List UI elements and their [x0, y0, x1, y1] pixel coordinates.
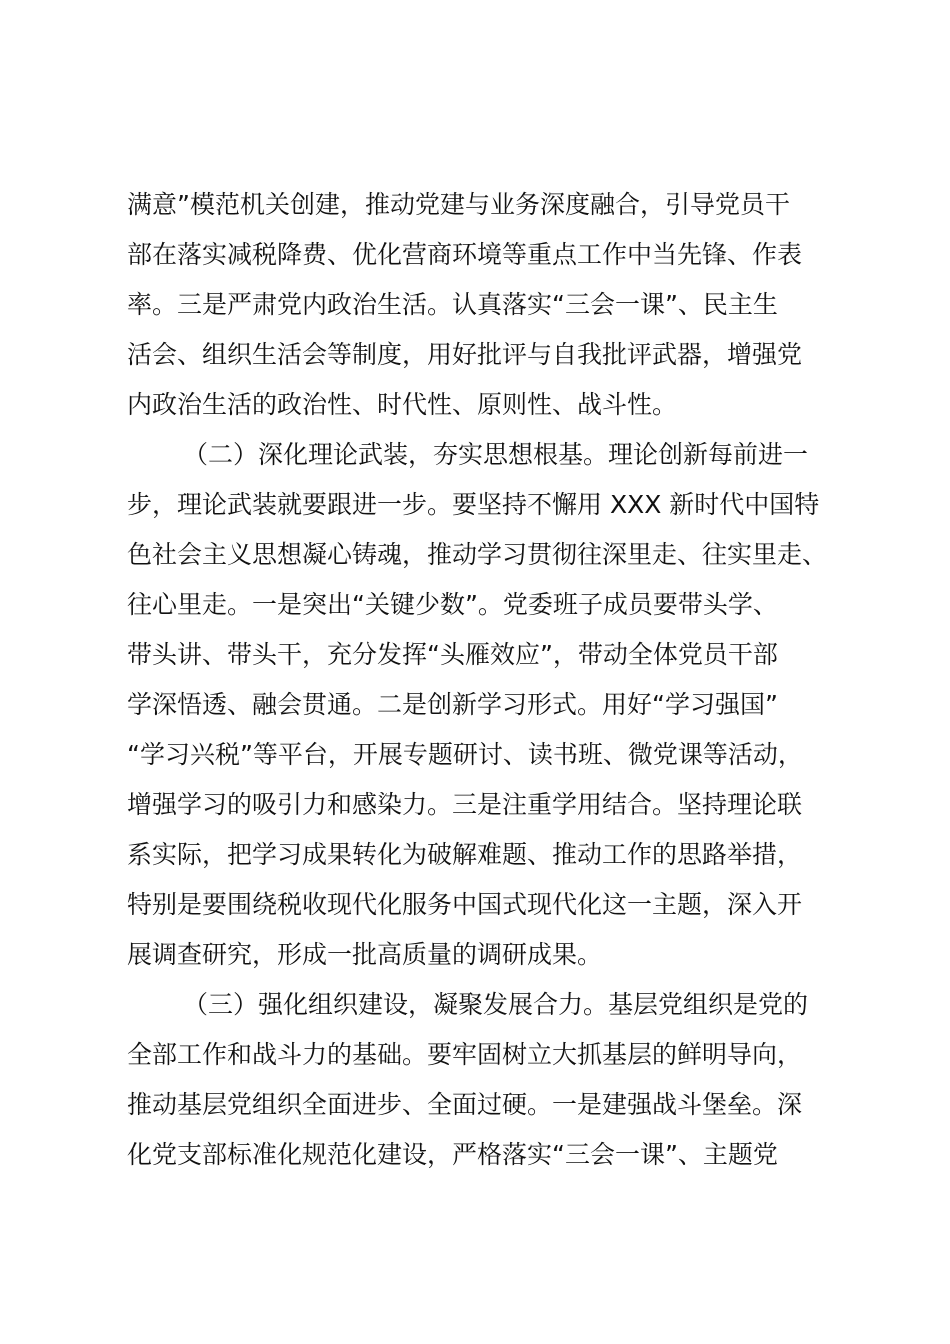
text-line: 率。三是严肃党内政治生活。认真落实“三会一课”、民主生: [127, 290, 778, 319]
text-line: 全部工作和战斗力的基础。要牢固树立大抓基层的鲜明导向，: [127, 1040, 803, 1069]
text-line: 系实际，把学习成果转化为破解难题、推动工作的思路举措，: [127, 840, 803, 869]
text-line: 步，理论武装就要跟进一步。要坚持不懈用 XXX 新时代中国特: [127, 490, 820, 519]
text-line: 满意”模范机关创建，推动党建与业务深度融合，引导党员干: [127, 190, 790, 219]
text-line: 学深悟透、融会贯通。二是创新学习形式。用好“学习强国”: [127, 690, 778, 719]
text-line: （三）强化组织建设，凝聚发展合力。基层党组织是党的: [183, 990, 809, 1019]
text-line: 往心里走。一是突出“关键少数”。党委班子成员要带头学、: [127, 590, 778, 619]
text-line: （二）深化理论武装，夯实思想根基。理论创新每前进一: [183, 440, 809, 469]
text-line: 色社会主义思想凝心铸魂，推动学习贯彻往深里走、往实里走、: [127, 540, 828, 569]
body-text: [127, 180, 835, 1180]
text-line: 推动基层党组织全面进步、全面过硬。一是建强战斗堡垒。深: [127, 1090, 803, 1119]
text-line: 活会、组织生活会等制度，用好批评与自我批评武器，增强党: [127, 340, 803, 369]
text-line: 特别是要围绕税收现代化服务中国式现代化这一主题，深入开: [127, 890, 803, 919]
paragraph-2: [127, 430, 835, 980]
text-line: “学习兴税”等平台，开展专题研讨、读书班、微党课等活动，: [127, 740, 803, 769]
text-line: 展调查研究，形成一批高质量的调研成果。: [127, 940, 603, 969]
text-line: 内政治生活的政治性、时代性、原则性、战斗性。: [127, 390, 678, 419]
text-line: 部在落实减税降费、优化营商环境等重点工作中当先锋、作表: [127, 240, 803, 269]
paragraph-1: [127, 180, 835, 430]
paragraph-3: [127, 980, 835, 1180]
text-line: 带头讲、带头干，充分发挥“头雁效应”，带动全体党员干部: [127, 640, 778, 669]
text-line: 化党支部标准化规范化建设，严格落实“三会一课”、主题党: [127, 1140, 778, 1169]
text-line: 增强学习的吸引力和感染力。三是注重学用结合。坚持理论联: [127, 790, 803, 819]
